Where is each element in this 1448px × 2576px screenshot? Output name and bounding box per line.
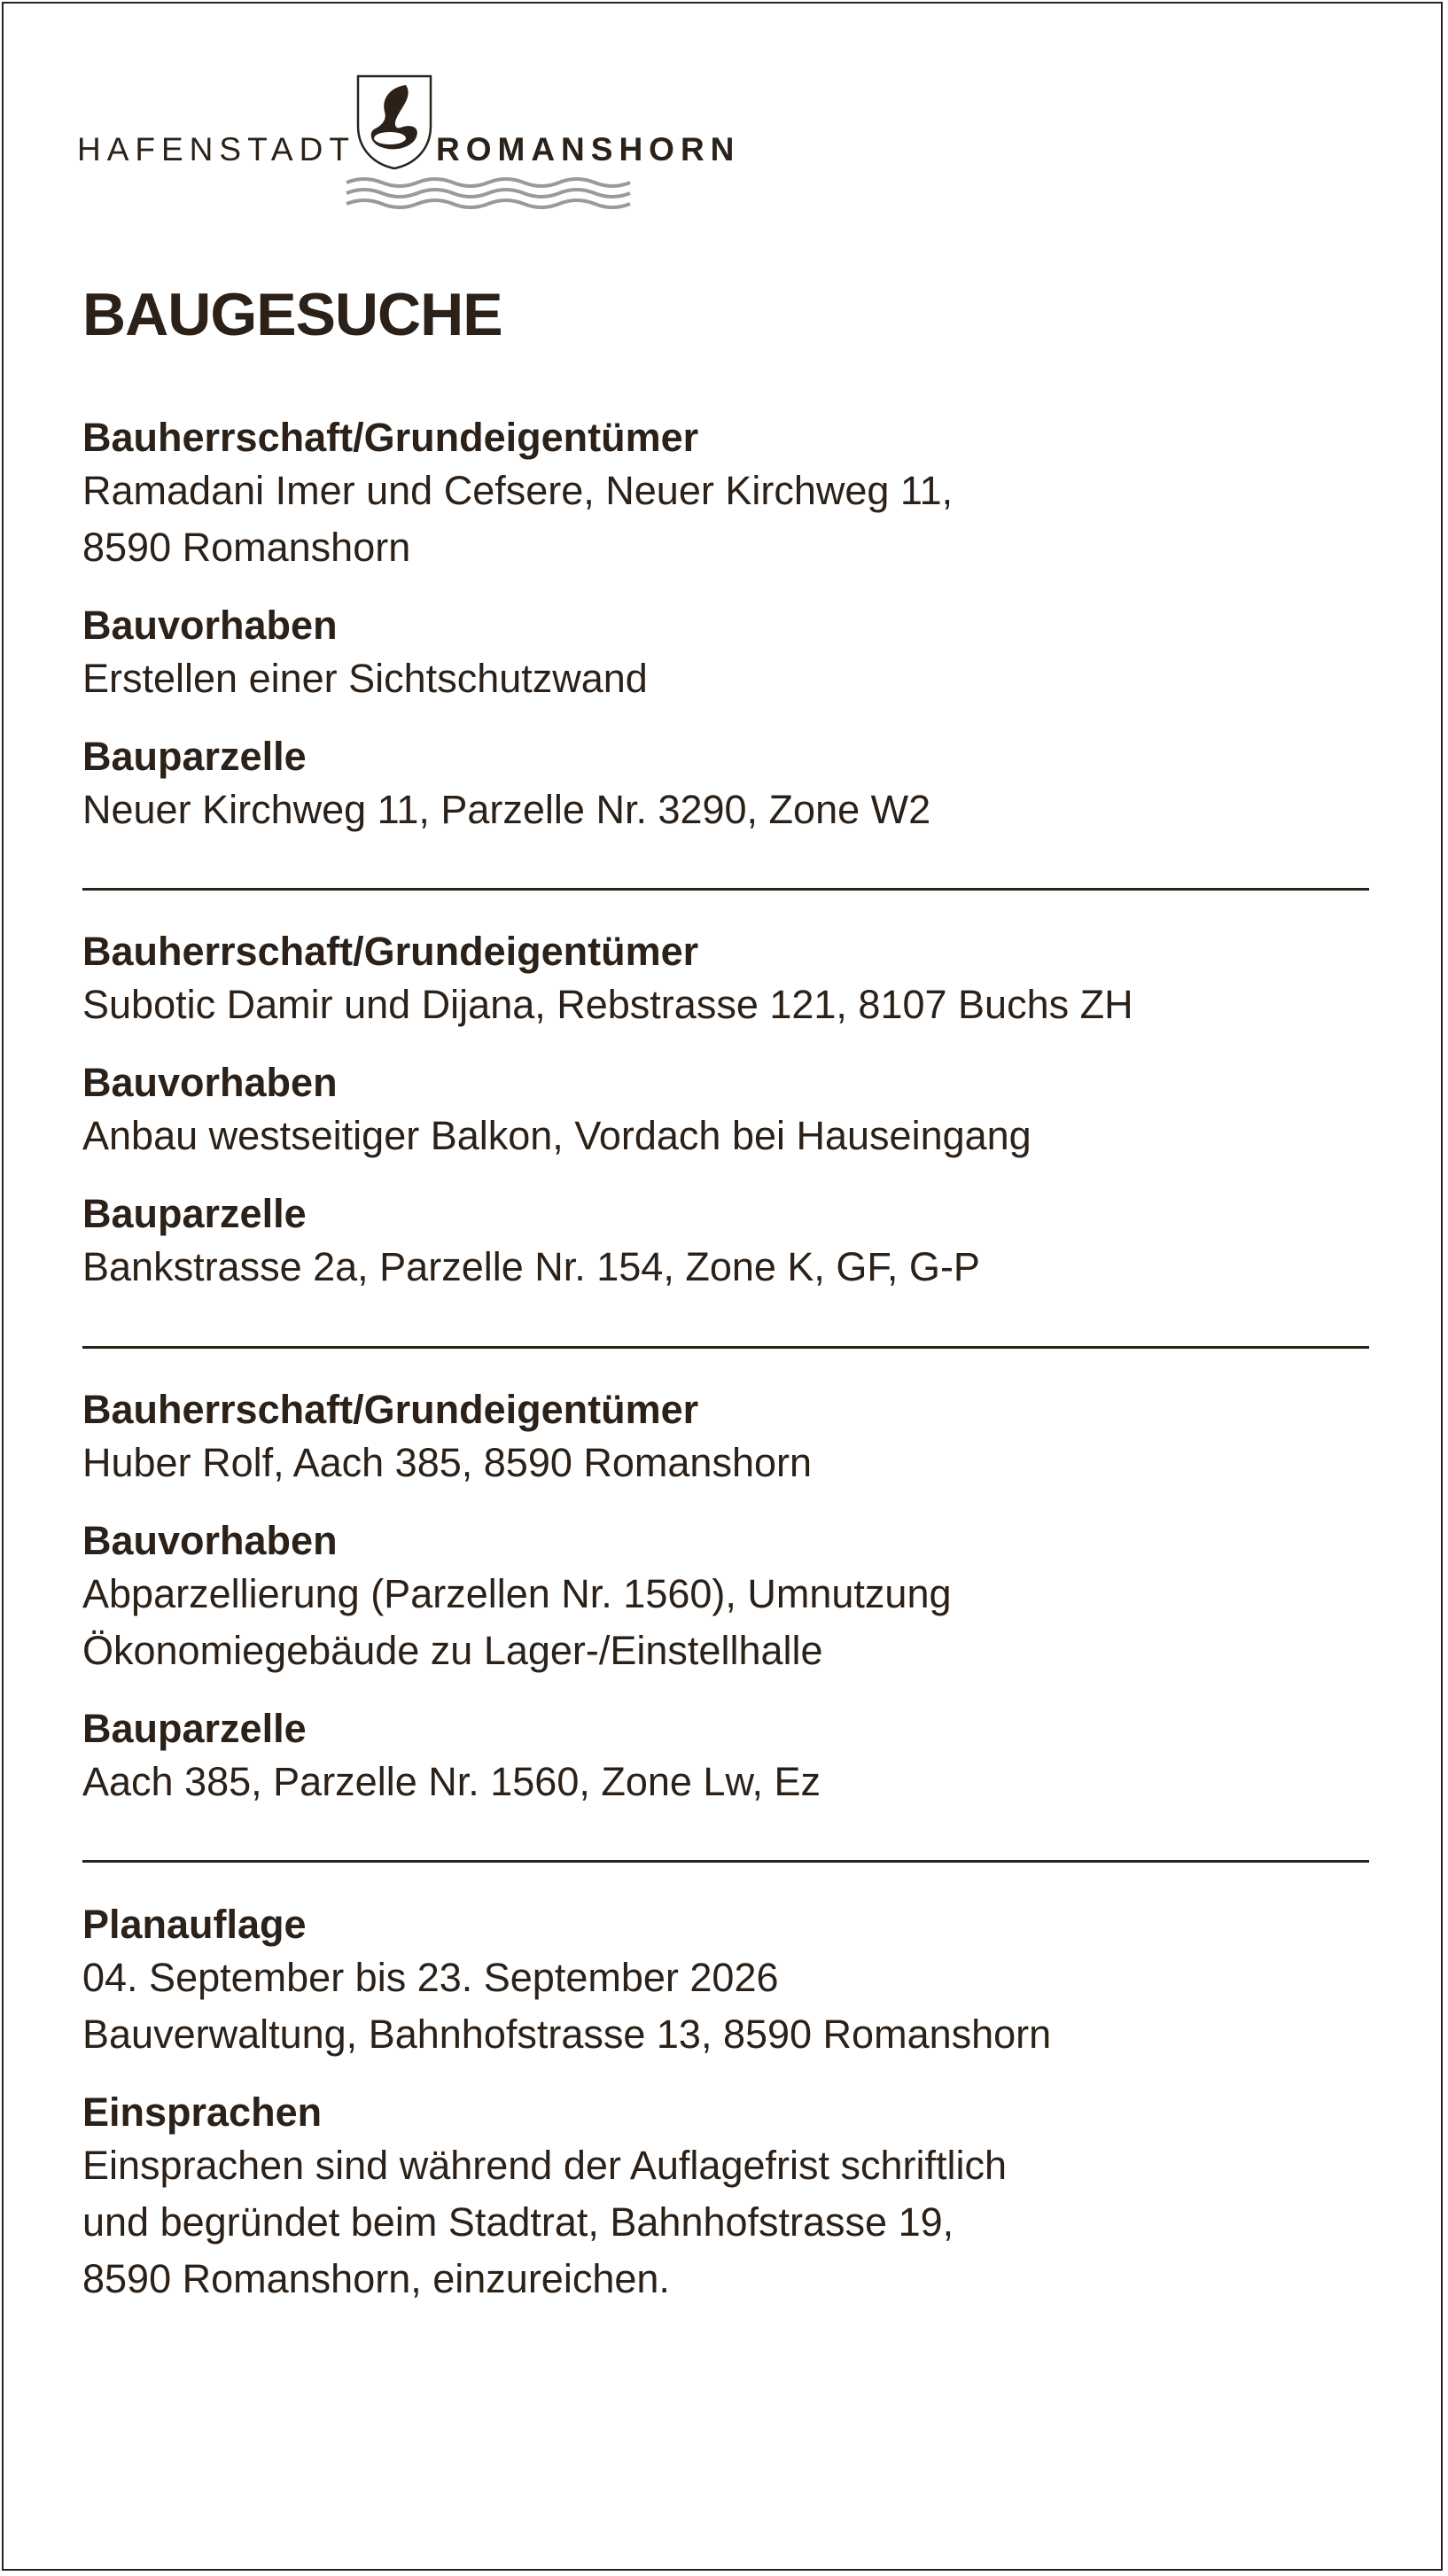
project-text: Anbau westseitiger Balkon, Vordach bei Hauseingang <box>82 1113 1032 1158</box>
divider <box>82 888 1369 891</box>
owner-label: Bauherrschaft/Grundeigentümer <box>82 415 699 460</box>
owner-label: Bauherrschaft/Grundeigentümer <box>82 1387 699 1432</box>
parcel-text: Neuer Kirchweg 11, Parzelle Nr. 3290, Zone W2 <box>82 787 931 832</box>
parcel-text: Bankstrasse 2a, Parzelle Nr. 154, Zone K, GF, G-P <box>82 1244 980 1289</box>
parcel-label: Bauparzelle <box>82 734 307 779</box>
waves-icon <box>345 174 633 209</box>
entry-1 <box>82 413 1369 838</box>
logo-text-hafenstadt: HAFENSTADT <box>77 131 355 167</box>
divider <box>82 1346 1369 1349</box>
project-text: Erstellen einer Sichtschutzwand <box>82 656 648 701</box>
project-label: Bauvorhaben <box>82 1518 338 1563</box>
owner-label: Bauherrschaft/Grundeigentümer <box>82 929 699 974</box>
entry-2 <box>82 927 1369 1296</box>
planauflage-text: 04. September bis 23. September 2026 Bauverwaltung, Bahnhofstrasse 13, 8590 Romanshorn <box>82 1955 1052 2057</box>
owner-text: Huber Rolf, Aach 385, 8590 Romanshorn <box>82 1440 813 1485</box>
logo-text-romanshorn: ROMANSHORN <box>436 131 741 167</box>
parcel-label: Bauparzelle <box>82 1191 307 1236</box>
owner-text: Ramadani Imer und Cefsere, Neuer Kirchweg 11, 8590 Romanshorn <box>82 468 954 570</box>
einsprachen-text: Einsprachen sind während der Auflagefrist schriftlich und begründet beim Stadtrat, Bahnhofstrasse 19, 8590 Romanshorn, einzureichen. <box>82 2143 1008 2301</box>
owner-text: Subotic Damir und Dijana, Rebstrasse 121, 8107 Buchs ZH <box>82 982 1133 1027</box>
project-label: Bauvorhaben <box>82 1060 338 1105</box>
einsprachen-label: Einsprachen <box>82 2090 323 2135</box>
parcel-label: Bauparzelle <box>82 1706 307 1751</box>
project-text: Abparzellierung (Parzellen Nr. 1560), Umnutzung Ökonomiegebäude zu Lager-/Einstellhalle <box>82 1571 952 1673</box>
info-section <box>82 1900 1369 2308</box>
crest-icon <box>354 74 434 170</box>
entry-3 <box>82 1385 1369 1810</box>
project-label: Bauvorhaben <box>82 603 338 648</box>
divider <box>82 1860 1369 1863</box>
page-title: BAUGESUCHE <box>82 281 502 348</box>
town-logo <box>77 74 786 216</box>
parcel-text: Aach 385, Parzelle Nr. 1560, Zone Lw, Ez <box>82 1759 821 1804</box>
planauflage-label: Planauflage <box>82 1902 307 1947</box>
